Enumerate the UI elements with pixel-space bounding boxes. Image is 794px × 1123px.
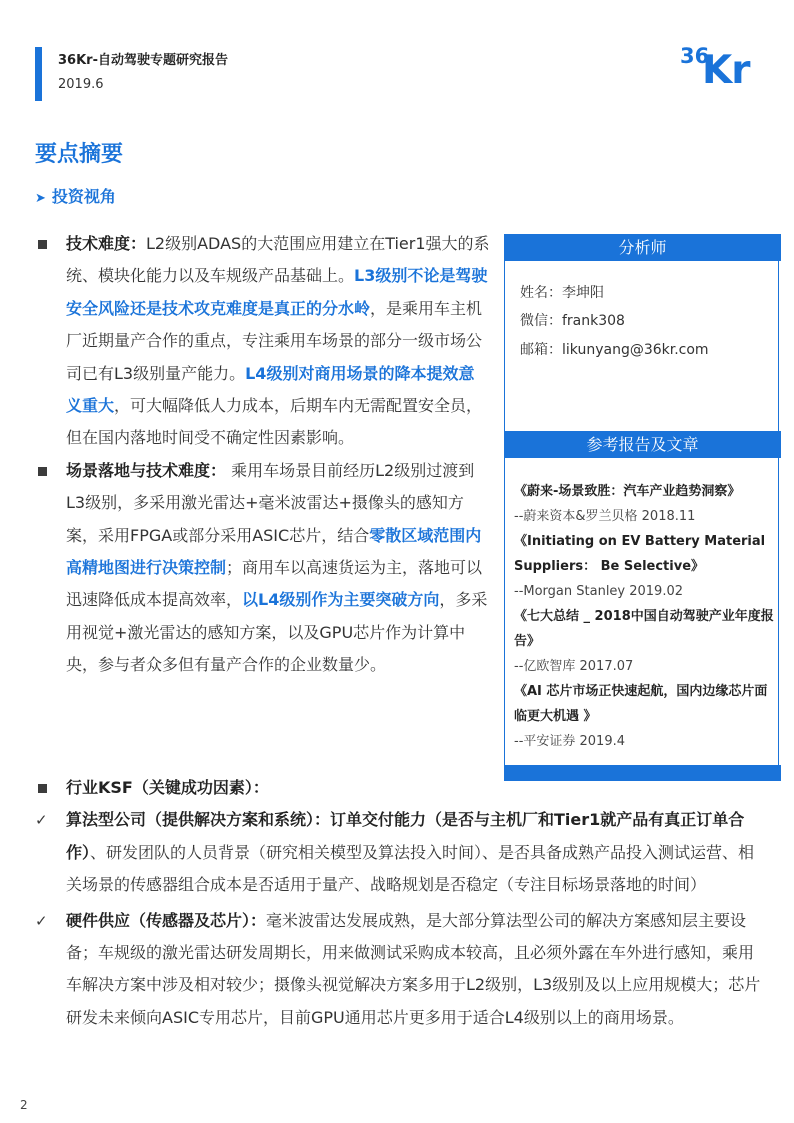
paragraph-scenario: [35, 455, 490, 682]
analyst-wechat: 微信：frank308: [520, 313, 625, 329]
ksf-item-algorithm: [35, 804, 765, 901]
sidebar-box: [504, 234, 779, 780]
ksf-item-text: 毫米波雷达发展成熟，是大部分算法型公司的解决方案感知层主要设备；车规级的激光雷达研发周期长，用来做测试采购成本较高，且必须外露在车外进行感知，乘用车解决方案中涉及相对较少；摄像头视觉解决方案多用于L2级别，L3级别及以上应用规模大；芯片研发未来倾向ASIC专用芯片，目前GPU通用芯片更多用于适合L4级别以上的商用场景。: [66, 910, 761, 1027]
ksf-section: [35, 772, 765, 1034]
report-title: 36Kr-自动驾驶专题研究报告: [58, 53, 228, 68]
reference-source: --亿欧智库 2017.07: [514, 659, 634, 674]
paragraph-label: 行业KSF（关键成功因素）：: [66, 778, 269, 797]
reference-item: [514, 529, 776, 604]
reference-item: [514, 679, 776, 754]
reference-title: 《Initiating on EV Battery Material Suppliers： Be Selective》: [514, 534, 766, 574]
analyst-email: 邮箱：likunyang@36kr.com: [520, 342, 709, 358]
page-title: 要点摘要: [35, 142, 124, 167]
checkmark-icon: ✓: [35, 811, 48, 830]
main-body: [35, 228, 490, 682]
logo-kr: Kr: [702, 48, 750, 93]
ksf-item-hardware: [35, 905, 765, 1035]
paragraph-tech-difficulty: [35, 228, 490, 455]
highlight-text: 零散区域范围内高精地图进行决策控制: [66, 525, 482, 578]
paragraph-text: ；商用车以高速货运为主，落地可以迅速降低成本提高效率，: [66, 558, 483, 610]
logo-36: 36: [680, 44, 710, 68]
ksf-item-label: 算法型公司（提供解决方案和系统）：订单交付能力（是否与主机厂和Tier1就产品有真正订单合作）: [66, 810, 745, 862]
reference-source: --平安证券 2019.4: [514, 734, 626, 749]
checkmark-icon: ✓: [35, 911, 48, 930]
header-accent-bar: [35, 47, 42, 101]
paragraph-text: ，可大幅降低人力成本，后期车内无需配置安全员，但在国内落地时间受不确定性因素影响。: [66, 396, 483, 448]
paragraph-text: ，是乘用车主机厂近期量产合作的重点，专注乘用车场景的部分一级市场公司已有L3级别量产能力。: [66, 298, 483, 383]
reference-title: 《七大总结 _ 2018中国自动驾驶产业年度报告》: [514, 609, 774, 649]
section-heading: [35, 184, 116, 207]
highlight-text: 以L4级别作为主要突破方向: [242, 590, 440, 610]
highlight-text: L4级别对商用场景的降本提效意义重大: [66, 363, 475, 416]
report-date: 2019.6: [58, 77, 104, 92]
reference-title: 《蔚来-场景致胜：汽车产业趋势洞察》: [514, 484, 741, 499]
analyst-header: 分析师: [504, 234, 781, 261]
square-bullet-icon: [38, 784, 47, 793]
reference-item: [514, 479, 776, 529]
sidebar-footer-bar: [504, 765, 781, 781]
analyst-name: 姓名：李坤阳: [520, 285, 604, 301]
section-title: 投资视角: [51, 187, 116, 206]
reference-source: --蔚来资本&罗兰贝格 2018.11: [514, 509, 696, 524]
square-bullet-icon: [38, 467, 47, 476]
references-list: [514, 479, 776, 754]
paragraph-label: 场景落地与技术难度：: [66, 460, 227, 480]
36kr-logo: [680, 44, 766, 92]
square-bullet-icon: [38, 240, 47, 249]
page-number: 2: [20, 1098, 28, 1112]
references-header: 参考报告及文章: [504, 431, 781, 458]
reference-source: --Morgan Stanley 2019.02: [514, 584, 684, 599]
paragraph-label: 技术难度：: [66, 234, 147, 253]
arrow-icon: ➤: [35, 191, 46, 206]
ksf-item-label: 硬件供应（传感器及芯片）：: [66, 910, 267, 930]
reference-item: [514, 604, 776, 679]
reference-title: 《AI 芯片市场正快速起航，国内边缘芯片面临更大机遇 》: [514, 684, 768, 724]
paragraph-text: ，多采用视觉+激光雷达的感知方案，以及GPU芯片作为计算中央，参与者众多但有量产合作的企业数量少。: [66, 590, 488, 675]
highlight-text: L3级别不论是驾驶安全风险还是技术攻克难度是真正的分水岭: [66, 266, 488, 318]
paragraph-text: L2级别ADAS的大范围应用建立在Tier1强大的系统、模块化能力以及车规级产品基础上。: [66, 234, 490, 286]
ksf-item-text: 、研发团队的人员背景（研究相关模型及算法投入时间）、是否具备成熟产品投入测试运营、相关场景的传感器组合成本是否适用于量产、战略规划是否稳定（专注目标场景落地的时间）: [66, 842, 755, 895]
paragraph-text: 乘用车场景目前经历L2级别过渡到L3级别，多采用激光雷达+毫米波雷达+摄像头的感知方案，采用FPGA或部分采用ASIC芯片，结合: [66, 460, 475, 545]
